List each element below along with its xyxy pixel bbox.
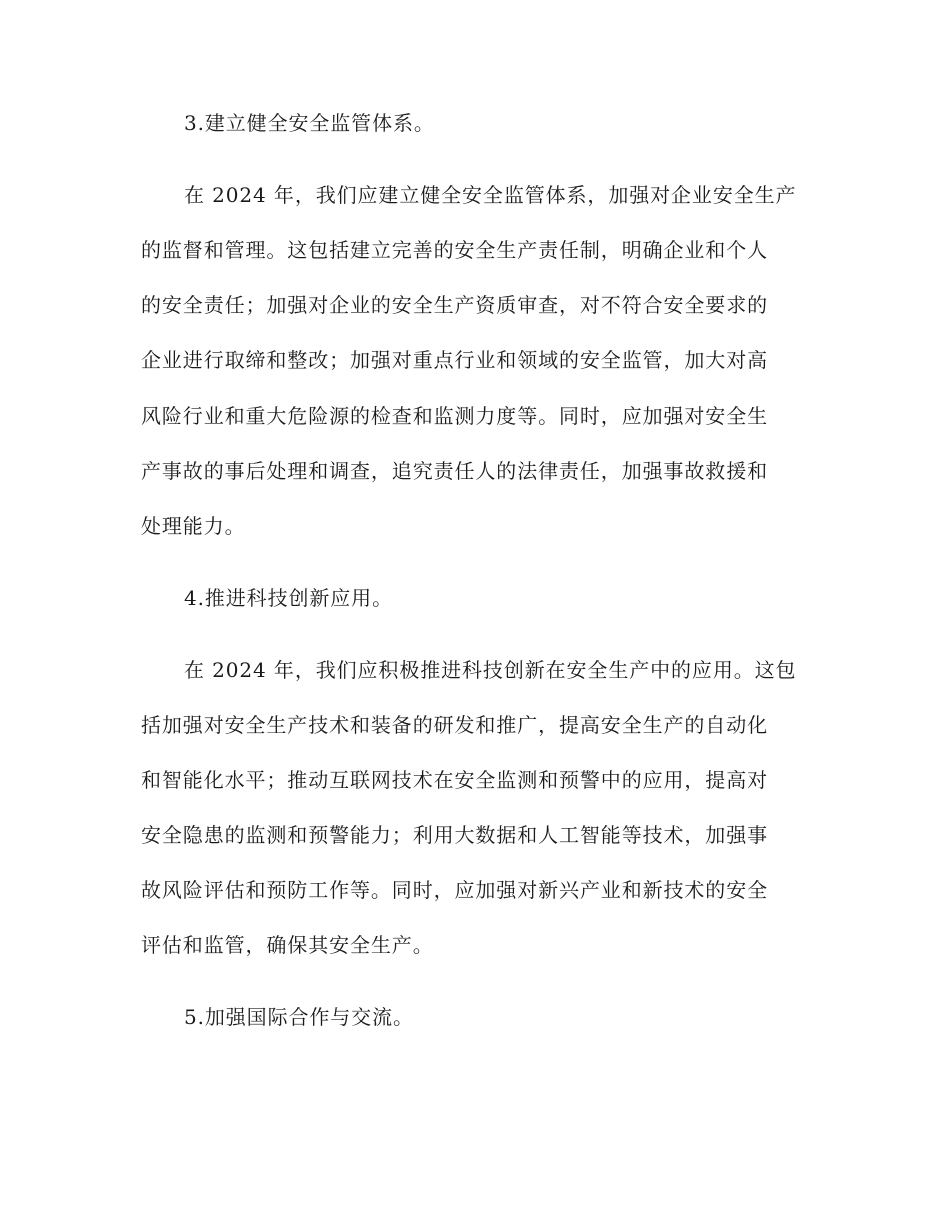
- paragraph-line: 产事故的事后处理和调查，追究责任人的法律责任，加强事故救援和: [141, 459, 768, 483]
- paragraph-line: 在 2024 年，我们应建立健全安全监管体系，加强对企业安全生产: [184, 183, 797, 207]
- paragraph-line: 括加强对安全生产技术和装备的研发和推广，提高安全生产的自动化: [141, 713, 768, 737]
- paragraph-line: 故风险评估和预防工作等。同时，应加强对新兴产业和新技术的安全: [141, 878, 768, 902]
- paragraph-line: 评估和监管，确保其安全生产。: [141, 933, 434, 957]
- paragraph-line: 的安全责任；加强对企业的安全生产资质审查，对不符合安全要求的: [141, 293, 768, 317]
- paragraph-line: 风险行业和重大危险源的检查和监测力度等。同时，应加强对安全生: [141, 404, 768, 428]
- paragraph-line: 安全隐患的监测和预警能力；利用大数据和人工智能等技术，加强事: [141, 823, 768, 847]
- paragraph-line: 的监督和管理。这包括建立完善的安全生产责任制，明确企业和个人: [141, 238, 768, 262]
- paragraph-line: 处理能力。: [141, 514, 246, 538]
- paragraph-line: 和智能化水平；推动互联网技术在安全监测和预警中的应用，提高对: [141, 768, 768, 792]
- section-heading-4: 4.推进科技创新应用。: [184, 586, 393, 610]
- section-heading-3: 3.建立健全安全监管体系。: [184, 111, 435, 135]
- paragraph-line: 企业进行取缔和整改；加强对重点行业和领域的安全监管，加大对高: [141, 348, 768, 372]
- section-heading-5: 5.加强国际合作与交流。: [184, 1005, 414, 1029]
- paragraph-line: 在 2024 年，我们应积极推进科技创新在安全生产中的应用。这包: [184, 658, 797, 682]
